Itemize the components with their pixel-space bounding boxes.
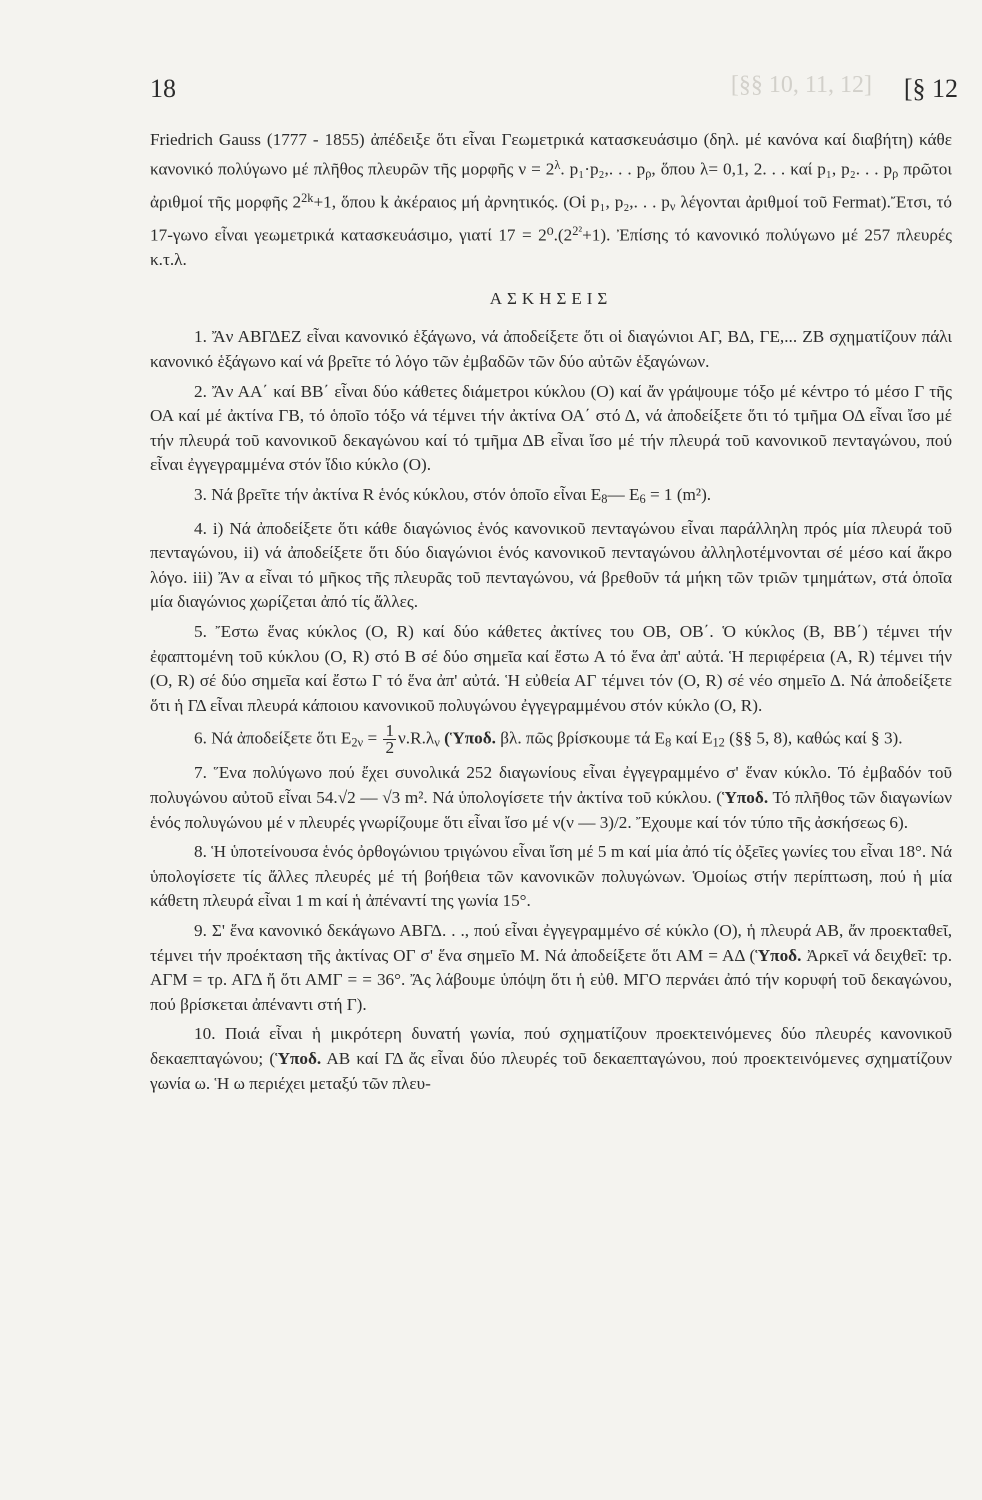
exercise-7-text-a: 7. Ἕνα πολύγωνο πού ἔχει συνολικά 252 διαγωνίους εἶναι ἐγγεγραμμένο σ' ἕναν κύκλο. Τό ἐμβαδόν τοῦ πολυγώνου αὐτοῦ εἶναι 54.√2 — √3 m². Νά ὑπολογίσετε τήν ἀκτίνα τοῦ κύκλου. (	[150, 763, 952, 808]
intro-text-7: λέγονται ἀριθμοί τοῦ Fermat).Ἔτσι, τό 17-γωνο εἶναι γεωμετρικά κατασκευάσιμο, γιατί 17 = 2⁰.(2	[150, 192, 952, 245]
exercise-8: 8. Ἡ ὑποτείνουσα ἑνός ὀρθογώνιου τριγώνου εἶναι ἴση μέ 5 m καί μία ἀπό τίς ὀξεῖες γωνίες του εἶναι 18°. Νά ὑπολογίσετε τίς ἄλλες πλευρές μέ τή βοήθεια τῶν κανονικῶν πολυγώνων. Ὁμοίως στήν περίπτωση, πού ἡ μία κάθετη πλευρά εἶναι 1 m καί ἡ ἀπέναντί της γωνία 15°.	[150, 842, 952, 911]
intro-paragraph	[150, 128, 952, 273]
exercise-1: 1. Ἄν ΑΒΓΔΕΖ εἶναι κανονικό ἑξάγωνο, νά ἀποδείξετε ὅτι οἱ διαγώνιοι ΑΓ, ΒΔ, ΓΕ,... ΖΒ σχηματίζουν πάλι κανονικό ἑξάγωνο καί νά βρεῖτε τό λόγο τῶν ἐμβαδῶν τῶν δύο αὐτῶν ἑξαγώνων.	[150, 327, 952, 372]
exercise-10-hint-label: Ὑποδ.	[275, 1048, 322, 1068]
intro-text-4: , ὅπου λ= 0,1, 2. . . καί p₁, p₂. . . p	[651, 159, 893, 179]
intro-text-8: +1). Ἐπίσης τό κανονικό πολύγωνο μέ 257 πλευρές κ.τ.λ.	[150, 225, 952, 270]
exercise-6-text-e: (§§ 5, 8), καθώς καί § 3).	[724, 728, 903, 748]
intro-text-2: ν = 2	[518, 159, 555, 179]
exercise-10-text-b: ΑΒ καί ΓΔ ἄς εἶναι δύο πλευρές τοῦ δεκαεπταγώνου, πού προεκτεινόμενες σχηματίζουν γωνία ω. Ἡ ω περιέχει μεταξύ τῶν πλευ-	[150, 1048, 953, 1093]
intro-sup-2: 2k	[301, 190, 314, 205]
exercise-6-sub-4: 12	[712, 735, 725, 750]
exercise-4: 4. i) Νά ἀποδείξετε ὅτι κάθε διαγώνιος ἑνός κανονικοῦ πενταγώνου εἶναι παράλληλη πρός μία πλευρά τοῦ πενταγώνου, ii) νά ἀποδείξετε ὅτι δύο διαγώνιοι ἑνός κανονικοῦ πενταγώνου ἀλληλοτέμνονται σέ μέσο καί ἄκρο λόγο. iii) Ἄν α εἶναι τό μῆκος τῆς πλευρᾶς τοῦ πενταγώνου, νά βρεθοῦν τά μήκη τῶν τριῶν τμημάτων, στά ὁποῖα μία διαγώνιος χωρίζεται ἀπό τίς ἄλλες.	[150, 518, 952, 612]
exercise-3-text-c: = 1 (m²).	[645, 485, 712, 504]
exercise-6-text-d: καί E	[671, 728, 713, 748]
exercise-3	[150, 483, 952, 512]
exercise-3-text-a: 3. Νά βρεῖτε τήν ἀκτίνα R ἑνός κύκλου, στόν ὁποῖο εἶναι E	[194, 485, 602, 504]
exercise-6-text-c: βλ. πῶς βρίσκουμε τά E	[495, 728, 666, 748]
exercise-6	[150, 723, 952, 756]
section-reference: [§ 12	[903, 74, 958, 103]
exercise-6-text-b: ν.R.λ	[398, 728, 435, 748]
page-number: 18	[150, 74, 176, 103]
intro-sup-3: 2²	[572, 224, 583, 239]
exercise-3-sub-1: 8	[601, 492, 608, 507]
exercise-9	[150, 919, 952, 1017]
intro-sup-1: λ	[554, 157, 561, 172]
bleed-through-text: [§§ 10, 11, 12]	[730, 72, 872, 98]
exercise-6-sub-2: ν	[434, 735, 440, 750]
intro-sub-2: ρ	[892, 166, 899, 181]
exercise-3-text-b: — E	[607, 485, 640, 504]
exercise-9-text-b: Ἀρκεῖ νά δειχθεῖ: τρ. ΑΓΜ = τρ. ΑΓΔ ἤ ὅτι ΑΜΓ = = 36°. Ἄς λάβουμε ὑπόψη ὅτι ἡ εὐθ. ΜΓΟ περνάει ἀπό τήν κορυφή τοῦ δεκαγώνου, πού βρίσκεται ἀπέναντι στή Γ).	[150, 945, 953, 1014]
fraction-one-half	[383, 723, 396, 756]
exercise-6-sub-1: 2ν	[351, 735, 364, 750]
exercises-heading: ΑΣΚΗΣΕΙΣ	[489, 288, 613, 308]
exercise-5: 5. Ἔστω ἕνας κύκλος (Ο, R) καί δύο κάθετες ἀκτίνες του ΟΒ, ΟΒ΄. Ὁ κύκλος (Β, ΒΒ΄) τέμνει τήν ἐφαπτομένη τοῦ κύκλου (Ο, R) στό Β σέ δύο σημεῖα καί ἔστω Α τό ἕνα ἀπ' αὐτά. Ἡ περιφέρεια (Α, R) τέμνει τήν (Ο, R) σέ δύο σημεῖα καί ἔστω Γ τό ἕνα ἀπ' αὐτά. Ἡ εὐθεία ΑΓ τέμνει τόν (Ο, R) σέ νέο σημεῖο Δ. Νά ἀποδείξετε ὅτι ἡ ΓΔ εἶναι πλευρά κάποιου κανονικοῦ πολυγώνου ἐγγεγραμμένου στόν κύκλο (Ο, R).	[150, 622, 952, 715]
intro-text-3: . p₁·p₂,. . . p	[560, 159, 646, 179]
intro-text-1: Friedrich Gauss (1777 - 1855) ἀπέδειξε ὅτι εἶναι Γεωμετρικά κατασκευάσιμο (δηλ. μέ κανόνα καί διαβήτη) κάθε κανονικό πολύγωνο μέ πλῆθος πλευρῶν τῆς μορφῆς	[150, 130, 952, 179]
page-body	[150, 128, 952, 1099]
exercise-6-text-a: 6. Νά ἀποδείξετε ὅτι E	[194, 728, 352, 748]
exercise-3-sub-2: 6	[639, 492, 646, 507]
exercise-9-text-a: 9. Σ' ἕνα κανονικό δεκάγωνο ΑΒΓΔ. . ., πού εἶναι ἐγγεγραμμένο σέ κύκλο (Ο), ἡ πλευρά ΑΒ, ἄν προεκταθεῖ, τέμνει τήν προέκταση τῆς ἀκτίνας ΟΓ σ' ἕνα σημεῖο Μ. Νά ἀποδείξετε ὅτι ΑΜ = ΑΔ (	[150, 921, 952, 965]
intro-sub-1: ρ	[645, 166, 652, 181]
fraction-denominator: 2	[385, 738, 395, 758]
exercise-10-text-a: 10. Ποιά εἶναι ἡ μικρότερη δυνατή γωνία, πού σχηματίζουν προεκτεινόμενες δύο πλευρές κανονικοῦ δεκαεπταγώνου; (	[150, 1024, 952, 1068]
exercise-6-sub-3: 8	[665, 735, 672, 750]
exercise-2: 2. Ἄν ΑΑ΄ καί ΒΒ΄ εἶναι δύο κάθετες διάμετροι κύκλου (Ο) καί ἄν γράψουμε τόξο μέ κέντρο τό μέσο Γ τῆς ΟΑ καί μέ ἀκτίνα ΓΒ, τό ὁποῖο τόξο νά τέμνει τήν ἀκτίνα ΟΑ΄ στό Δ, νά ἀποδείξετε ὅτι τό τμῆμα ΟΔ εἶναι ἴσο μέ τήν πλευρά τοῦ κανονικοῦ δεκαγώνου καί τό τμῆμα ΔΒ εἶναι ἴσο μέ τήν πλευρά τοῦ κανονικοῦ πενταγώνου, πού εἶναι ἐγγεγραμμένα στόν ἴδιο κύκλο (Ο).	[150, 381, 952, 475]
fraction-numerator: 1	[385, 721, 395, 741]
intro-sub-3: ν	[669, 199, 676, 214]
exercise-10	[150, 1022, 952, 1096]
exercise-9-hint-label: Ὑποδ.	[755, 945, 802, 965]
exercise-7-hint-label: Ὑποδ.	[722, 788, 769, 808]
exercise-6-equals: =	[363, 728, 382, 748]
exercise-7-text-b: Τό πλῆθος τῶν διαγωνίων ἑνός πολυγώνου μέ ν πλευρές γνωρίζουμε ὅτι εἶναι ἴσο μέ ν(ν — 3)/2. Ἔχουμε καί τόν τύπο τῆς ἀσκήσεως 6).	[150, 788, 952, 832]
intro-text-6: +1, ὅπου k ἀκέραιος μή ἀρνητικός. (Οἱ p₁, p₂,. . . p	[313, 192, 670, 212]
intro-text-5: πρῶτοι ἀριθμοί τῆς μορφῆς 2	[150, 159, 953, 212]
exercise-7	[150, 761, 952, 835]
exercise-6-hint-label: (Ὑποδ.	[439, 728, 496, 748]
